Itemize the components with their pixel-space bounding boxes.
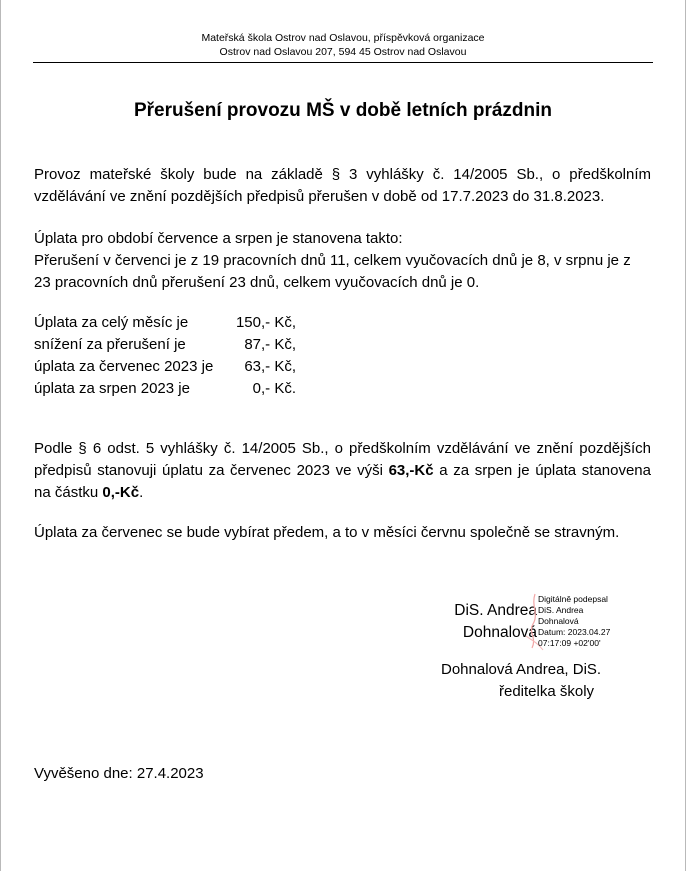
fee-label: Úplata za celý měsíc je bbox=[34, 314, 189, 331]
fee-intro-line-2: Přerušení v červenci je z 19 pracovních dnů 11, celkem vyučovacích dnů je 8, v srpnu je z bbox=[34, 252, 631, 269]
digital-signature-details bbox=[538, 594, 638, 649]
page-title: Přerušení provozu MŠ v době letních prázdnin bbox=[133, 100, 553, 121]
intro-line-2: vzdělávání ve znění pozdějších předpisů přerušen v době od 17.7.2023 do 31.8.2023. bbox=[34, 188, 605, 205]
intro-paragraph bbox=[34, 164, 651, 208]
decision-line-2-text: předpisů stanovuji úplatu za červenec 2023 ve výši bbox=[34, 462, 389, 479]
fee-value: 150,- Kč, bbox=[235, 314, 296, 331]
signature-name-line-2: Dohnalová bbox=[462, 624, 537, 641]
letterhead bbox=[33, 31, 653, 59]
decision-line-2-tail: a za srpen je úplata stanovena bbox=[433, 462, 651, 479]
fee-value: 87,- Kč, bbox=[244, 336, 296, 353]
signature-detail-line-2: DiS. Andrea bbox=[538, 605, 584, 615]
fee-intro-line-3: 23 pracovních dnů přerušení 23 dnů, celkem vyučovacích dnů je 0. bbox=[34, 274, 480, 291]
signature-name-line-1: DiS. Andrea bbox=[454, 602, 537, 619]
fee-value: 63,- Kč, bbox=[244, 358, 296, 375]
fee-value: 0,- Kč. bbox=[252, 380, 296, 397]
july-fee-amount: 63,-Kč bbox=[388, 462, 434, 479]
decision-paragraph bbox=[34, 438, 651, 504]
fee-label: úplata za červenec 2023 je bbox=[34, 358, 214, 375]
fee-table bbox=[34, 312, 296, 400]
fee-intro-line-1: Úplata pro období července a srpen je stanovena takto: bbox=[34, 230, 403, 247]
decision-line-3 bbox=[34, 482, 651, 504]
august-fee-amount: 0,-Kč bbox=[102, 484, 140, 501]
signer-name: Dohnalová Andrea, DiS. bbox=[441, 661, 602, 678]
signature-detail-line-3: Dohnalová bbox=[538, 616, 579, 626]
posted-date: Vyvěšeno dne: 27.4.2023 bbox=[34, 765, 204, 782]
fee-label: snížení za přerušení je bbox=[34, 336, 186, 353]
letterhead-school-name: Mateřská škola Ostrov nad Oslavou, příspěvková organizace bbox=[201, 32, 485, 44]
signer-role: ředitelka školy bbox=[499, 683, 595, 700]
signature-detail-line-1: Digitálně podepsal bbox=[538, 594, 608, 604]
decision-line-3-tail: . bbox=[139, 484, 144, 501]
letterhead-divider bbox=[33, 62, 653, 63]
fee-intro-paragraph bbox=[34, 228, 651, 294]
payment-note: Úplata za červenec se bude vybírat předem, a to v měsíci červnu společně se stravným. bbox=[34, 524, 620, 541]
intro-line-1: Provoz mateřské školy bude na základě § 3 vyhlášky č. 14/2005 Sb., o předškolním bbox=[34, 166, 651, 183]
fee-row bbox=[34, 334, 296, 356]
decision-line-1: Podle § 6 odst. 5 vyhlášky č. 14/2005 Sb., o předškolním vzdělávání ve znění pozdějších bbox=[34, 440, 651, 457]
fee-row bbox=[34, 356, 296, 378]
letterhead-address: Ostrov nad Oslavou 207, 594 45 Ostrov nad Oslavou bbox=[219, 46, 467, 58]
page-border-left bbox=[0, 0, 1, 871]
signature-detail-line-4: Datum: 2023.04.27 bbox=[538, 627, 611, 637]
fee-row bbox=[34, 312, 296, 334]
decision-line-3-text: na částku bbox=[34, 484, 103, 501]
signature-detail-line-5: 07:17:09 +02'00' bbox=[538, 638, 601, 648]
decision-line-2 bbox=[34, 460, 651, 482]
fee-row bbox=[34, 378, 296, 400]
fee-label: úplata za srpen 2023 je bbox=[34, 380, 190, 397]
